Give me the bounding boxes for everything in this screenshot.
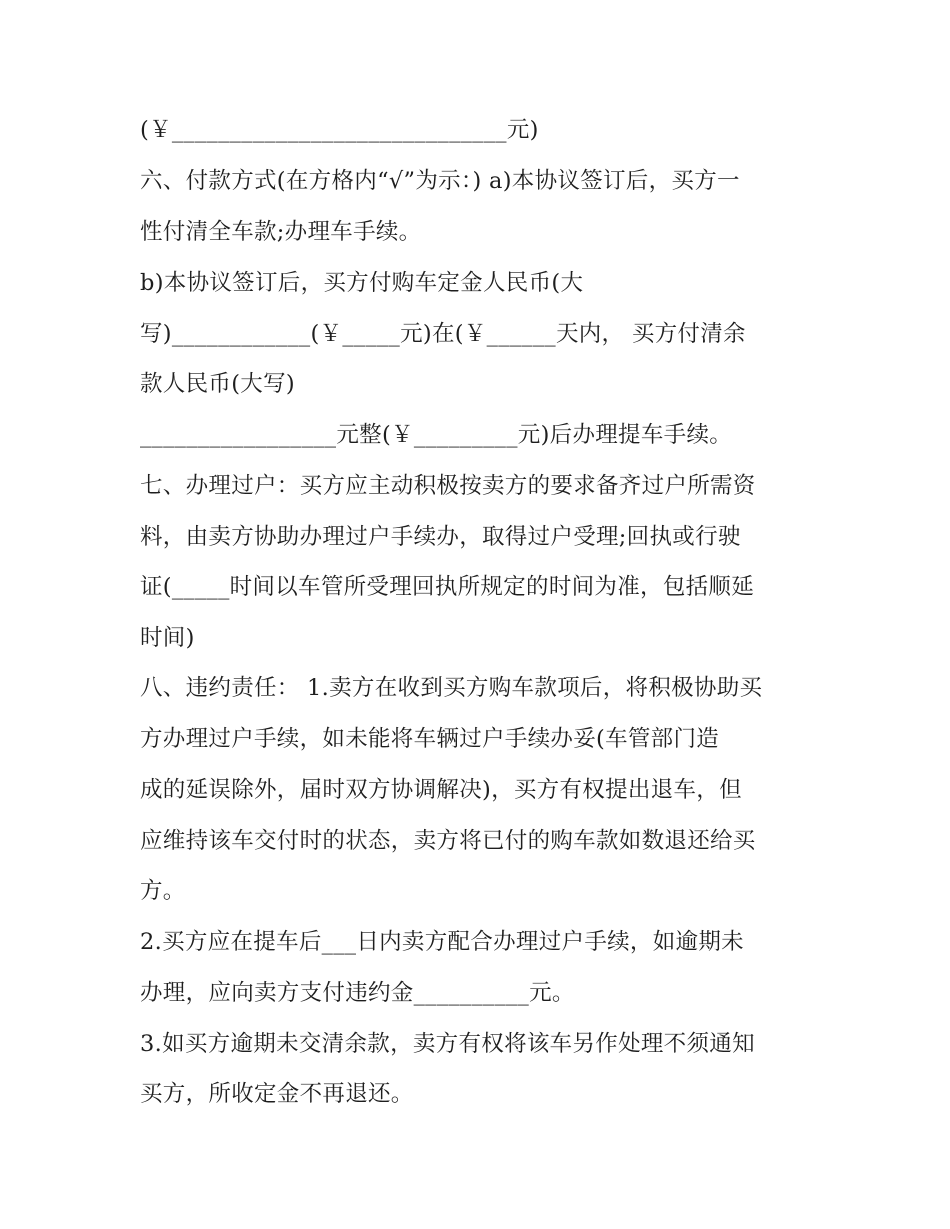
text-line: 八、违约责任： 1.卖方在收到买方购车款项后，将积极协助买 bbox=[140, 675, 763, 701]
text-line: 成的延误除外，届时双方协调解决)，买方有权提出退车，但 bbox=[140, 777, 742, 803]
text-line: 性付清全车款;办理车手续。 bbox=[140, 219, 422, 245]
text-line: b)本协议签订后，买方付购车定金人民币(大 bbox=[140, 270, 584, 296]
text-line: 3.如买方逾期未交清余款，卖方有权将该车另作处理不须通知 bbox=[140, 1031, 755, 1057]
text-line: 七、办理过户：买方应主动积极按卖方的要求备齐过户所需资 bbox=[140, 473, 756, 499]
text-line: _________________元整(￥_________元)后办理提车手续。 bbox=[140, 422, 733, 448]
text-line: 证(_____时间以车管所受理回执所规定的时间为准，包括顺延 bbox=[140, 574, 755, 600]
text-line: 办理，应向卖方支付违约金__________元。 bbox=[140, 980, 575, 1006]
text-line: 2.买方应在提车后___日内卖方配合办理过户手续，如逾期未 bbox=[140, 929, 744, 955]
text-line: 料，由卖方协助办理过户手续办，取得过户受理;回执或行驶 bbox=[140, 524, 741, 550]
text-line: 应维持该车交付时的状态，卖方将已付的购车款如数退还给买 bbox=[140, 828, 756, 854]
text-line: 款人民币(大写) bbox=[140, 371, 295, 397]
text-line: 时间) bbox=[140, 625, 195, 651]
text-line: 方办理过户手续，如未能将车辆过户手续办妥(车管部门造 bbox=[140, 726, 720, 752]
text-line: 写)____________(￥_____元)在(￥______天内， 买方付清余 bbox=[140, 321, 746, 347]
text-line: 买方，所收定金不再退还。 bbox=[140, 1081, 414, 1107]
text-line: 方。 bbox=[140, 878, 186, 904]
text-line: (￥_____________________________元) bbox=[140, 117, 539, 143]
text-line: 六、付款方式(在方格内“√”为示：) a)本协议签订后，买方一 bbox=[140, 168, 740, 194]
